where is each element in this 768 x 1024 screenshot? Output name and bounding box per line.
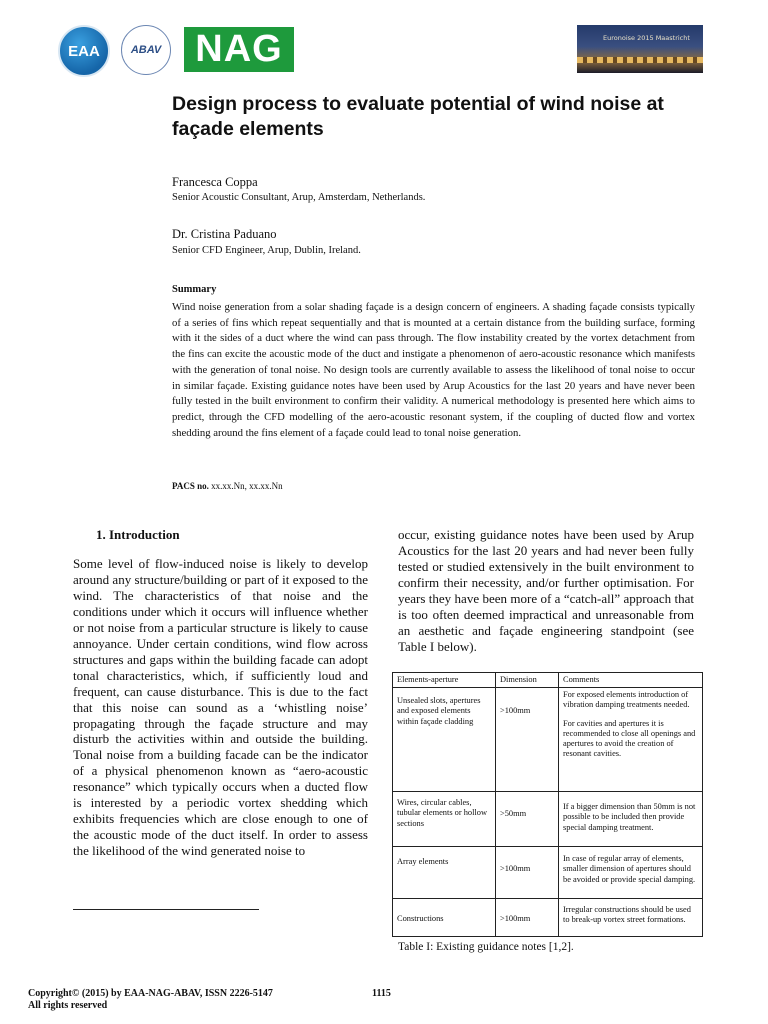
section-heading: 1. Introduction <box>96 527 180 542</box>
table-header-cell: Dimension <box>496 673 559 688</box>
abav-logo: ABAV <box>121 25 171 75</box>
table-cell-comment: In case of regular array of elements, smaller dimension of apertures should be avoided or provide special damping. <box>559 847 703 899</box>
summary-text: Wind noise generation from a solar shading façade is a design concern of engineers. A shading façade consists typically of a series of fins which repeat sequentially and that is mounted at a certain distance from the building surface, forming with it the sides of a duct where the wind can pass through. The flow instability created by the vortex detachment from the fins can excite the acoustic mode of the duct and instigate a phenomenon of aero-acoustic resonance which manifests with the generation of tonal noise. No design tools are currently available to assess the likelihood of tonal noise to occur in similar façade. Existing guidance notes have been used by Arup Acoustics for the last 20 years and have never been fully tested in the built environment to confirm their validity. A numerical methodology is presented here which aims to predict, through the CFD modelling of the aero-acoustic resonant system, if the coupling of ducted flow and vortex shedding around the fins element of a façade could lead to tonal noise generation. <box>172 301 695 439</box>
table-caption: Table I: Existing guidance notes [1,2]. <box>398 941 574 953</box>
table-cell-element: Array elements <box>393 847 496 899</box>
copyright-notice <box>28 988 273 1011</box>
table-row <box>393 847 703 899</box>
euronoise-logo-text: Euronoise 2015 Maastricht <box>603 34 690 42</box>
table-cell-dimension: >100mm <box>496 847 559 899</box>
author-name-2: Dr. Cristina Paduano <box>172 227 277 241</box>
bridge-lights <box>577 57 703 63</box>
table-row <box>393 899 703 937</box>
table-cell-dimension: >100mm <box>496 688 559 792</box>
table-cell-dimension: >100mm <box>496 899 559 937</box>
guidance-table <box>392 672 703 937</box>
table-cell-comment <box>559 688 703 792</box>
table-row <box>393 792 703 847</box>
author-name-1: Francesca Coppa <box>172 175 258 189</box>
pacs-value: xx.xx.Nn, xx.xx.Nn <box>211 481 283 491</box>
eaa-logo: EAA <box>58 25 110 77</box>
summary-heading: Summary <box>172 284 217 295</box>
table-header-row <box>393 673 703 688</box>
table-comment-text: For cavities and apertures it is recommended to close all openings and apertures to avoid the creation of resonant cavities. <box>563 718 696 759</box>
pacs-label: PACS no. <box>172 481 209 491</box>
table-cell-element: Unsealed slots, apertures and exposed elements within façade cladding <box>393 688 496 792</box>
table-cell-comment: Irregular constructions should be used to break-up vortex street formations. <box>559 899 703 937</box>
table-header-cell: Elements-aperture <box>393 673 496 688</box>
table-cell-dimension: >50mm <box>496 792 559 847</box>
table-cell-element: Wires, circular cables, tubular elements or hollow sections <box>393 792 496 847</box>
copyright-text: Copyright© (2015) by EAA-NAG-ABAV, ISSN 2226-5147 <box>28 988 273 999</box>
author-affiliation-1: Senior Acoustic Consultant, Arup, Amsterdam, Netherlands. <box>172 192 426 203</box>
paper-title: Design process to evaluate potential of wind noise at façade elements <box>172 93 664 140</box>
rights-text: All rights reserved <box>28 999 108 1011</box>
table-cell-comment: If a bigger dimension than 50mm is not possible to be included then provide special damping treatment. <box>559 792 703 847</box>
pacs-line <box>172 481 283 491</box>
intro-column-left: Some level of flow-induced noise is likely to develop around any structure/building or part of it exposed to the wind. The characteristics of that noise and the conditions under which it occurs will influence whether or not noise from a particular structure is likely to cause annoyance. Under certain conditions, wind flow across structures and gaps within the building facade can adopt tonal characteristics, which, if sufficiently loud and frequent, can cause disturbance. This is due to the fact that this noise can sound as a ‘whistling noise’ propagating through the façade structure and may disturb the activities within and outside the building. Tonal noise from a building facade can be the indicator of a physical phenomenon known as “aero-acoustic resonance” which typically occurs when a ducted flow is interested by a periodic vortex shedding which exhibits frequencies which are close enough to one of the acoustic mode of the duct itself. In order to assess the likelihood of the wind generated noise to <box>73 556 368 859</box>
intro-column-right: occur, existing guidance notes have been used by Arup Acoustics for the last 20 years and had never been fully tested or studied extensively in the built environment to confirm their necessity, and/or further optimisation. For years they have been more of a “catch-all” approach that is too often deemed impractical and unreasonable from an aesthetic and façade engineering standpoint (see Table I below). <box>398 527 694 654</box>
table-header-cell: Comments <box>559 673 703 688</box>
page-number: 1115 <box>372 988 391 999</box>
author-affiliation-2: Senior CFD Engineer, Arup, Dublin, Ireland. <box>172 245 361 256</box>
table-cell-element: Constructions <box>393 899 496 937</box>
nag-logo: NAG <box>184 27 294 72</box>
euronoise-logo <box>577 25 703 73</box>
table-comment-text: For exposed elements introduction of vibration damping treatments needed. <box>563 690 690 710</box>
table-row <box>393 688 703 792</box>
footnote-divider <box>73 909 259 910</box>
